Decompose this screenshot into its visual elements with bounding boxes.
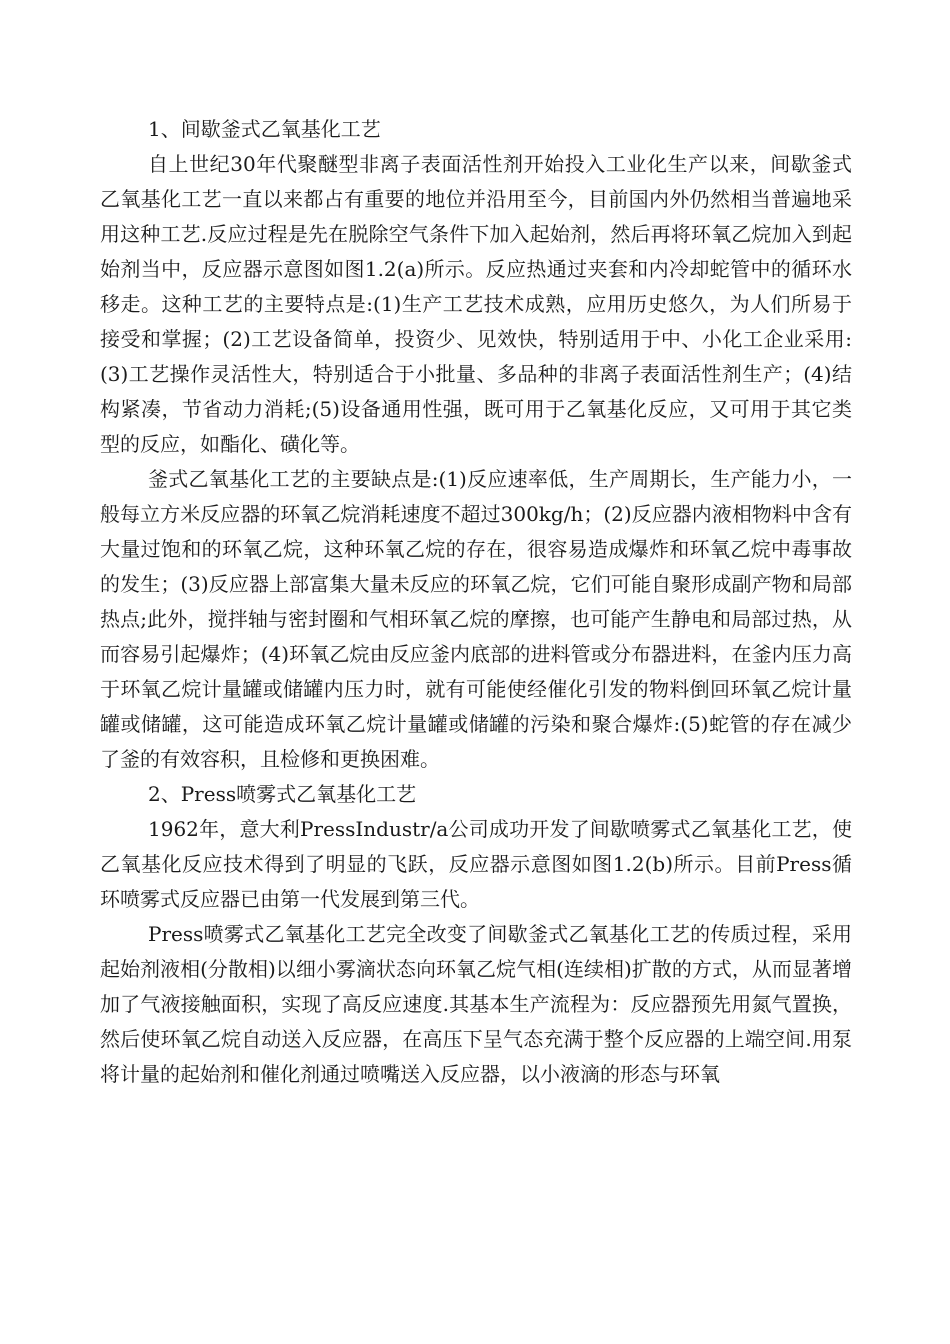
document-page [100, 112, 852, 1092]
section-2-heading: 2、Press喷雾式乙氧基化工艺 [148, 782, 417, 806]
section-1-paragraph-2: 釜式乙氧基化工艺的主要缺点是:(1)反应速率低，生产周期长，生产能力小，一般每立方米反应器的环氧乙烷消耗速度不超过300kg/h；(2)反应器内液相物料中含有大量过饱和的环氧乙烷，这种环氧乙烷的存在，很容易造成爆炸和环氧乙烷中毒事故的发生；(3)反应器上部富集大量未反应的环氧乙烷，它们可能自聚形成副产物和局部热点;此外，搅拌轴与密封圈和气相环氧乙烷的摩擦，也可能产生静电和局部过热，从而容易引起爆炸；(4)环氧乙烷由反应釜内底部的进料管或分布器进料，在釜内压力高于环氧乙烷计量罐或储罐内压力时，就有可能使经催化引发的物料倒回环氧乙烷计量罐或储罐，这可能造成环氧乙烷计量罐或储罐的污染和聚合爆炸:(5)蛇管的存在减少了釜的有效容积，且检修和更换困难。 [100, 467, 852, 771]
section-2-paragraph-2: Press喷雾式乙氧基化工艺完全改变了间歇釜式乙氧基化工艺的传质过程，采用起始剂液相(分散相)以细小雾滴状态向环氧乙烷气相(连续相)扩散的方式，从而显著增加了气液接触面积，实现了高反应速度.其基本生产流程为：反应器预先用氮气置换，然后使环氧乙烷自动送入反应器，在高压下呈气态充满于整个反应器的上端空间.用泵将计量的起始剂和催化剂通过喷嘴送入反应器，以小液滴的形态与环氧 [100, 922, 852, 1086]
section-1-paragraph-1: 自上世纪30年代聚醚型非离子表面活性剂开始投入工业化生产以来，间歇釜式乙氧基化工艺一直以来都占有重要的地位并沿用至今，目前国内外仍然相当普遍地采用这种工艺.反应过程是先在脱除空气条件下加入起始剂，然后再将环氧乙烷加入到起始剂当中，反应器示意图如图1.2(a)所示。反应热通过夹套和内冷却蛇管中的循环水移走。这种工艺的主要特点是:(1)生产工艺技术成熟，应用历史悠久，为人们所易于接受和掌握；(2)工艺设备简单，投资少、见效快，特别适用于中、小化工企业采用:(3)工艺操作灵活性大，特别适合于小批量、多品种的非离子表面活性剂生产；(4)结构紧凑，节省动力消耗;(5)设备通用性强，既可用于乙氧基化反应，又可用于其它类型的反应，如酯化、磺化等。 [100, 152, 852, 456]
section-1-heading: 1、间歇釜式乙氧基化工艺 [148, 117, 381, 141]
section-2-paragraph-1: 1962年，意大利PressIndustr/a公司成功开发了间歇喷雾式乙氧基化工艺，使乙氧基化反应技术得到了明显的飞跃，反应器示意图如图1.2(b)所示。目前Press循环喷雾式反应器已由第一代发展到第三代。 [100, 817, 852, 911]
